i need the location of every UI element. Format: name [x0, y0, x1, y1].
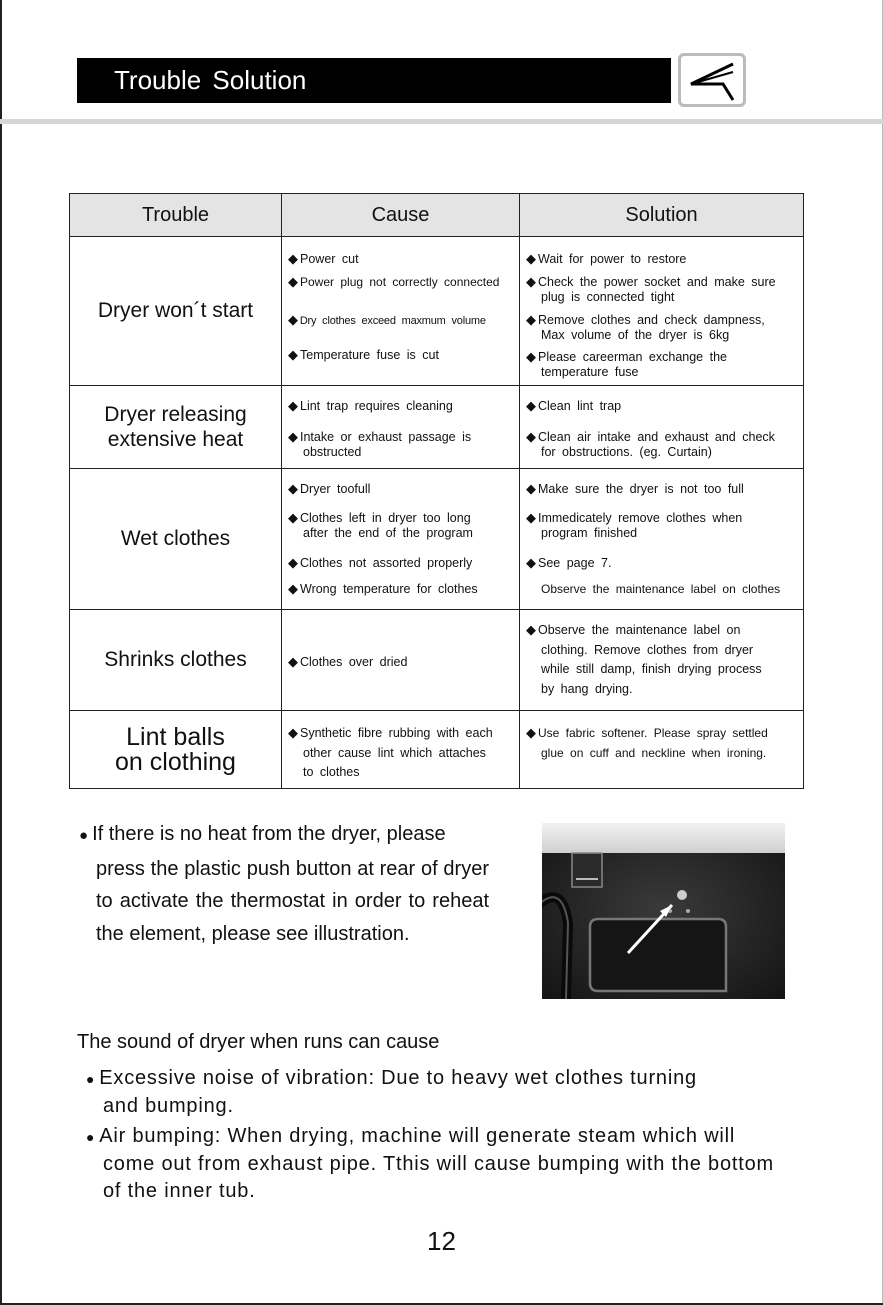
table-row	[70, 711, 804, 789]
trouble-label: extensive heat	[107, 428, 244, 451]
list-item: ◆ Temperature fuse is cut	[288, 347, 439, 362]
cause-cell	[282, 469, 520, 610]
diamond-bullet-icon: ◆	[288, 581, 298, 596]
list-item: ◆ Check the power socket and make sure plug is connected tight	[526, 274, 776, 304]
list-item: ◆ Wrong temperature for clothes	[288, 581, 478, 596]
diamond-bullet-icon: ◆	[526, 725, 536, 740]
list-item: ◆ Power plug not correctly connected	[288, 274, 500, 289]
list-item: ◆ Please careerman exchange the temperature fuse	[526, 349, 727, 379]
diamond-bullet-icon: ◆	[288, 510, 298, 525]
trouble-label: Shrinks clothes	[104, 648, 247, 672]
diamond-bullet-icon: ◆	[288, 429, 298, 444]
trouble-label: Dryer releasing	[104, 402, 247, 426]
list-item: Observe the maintenance label on clothes	[541, 582, 781, 596]
list-item: ◆ Clothes not assorted properly	[288, 555, 473, 570]
diamond-bullet-icon: ◆	[288, 398, 298, 413]
diamond-bullet-icon: ◆	[526, 349, 536, 364]
trouble-table	[69, 193, 804, 789]
list-item: ◆ Clothes left in dryer too long after the end of the program	[288, 510, 473, 540]
diamond-bullet-icon: ◆	[526, 510, 536, 525]
diamond-bullet-icon: ◆	[288, 251, 298, 266]
list-item: ◆ Dry clothes exceed maxmum volume	[288, 312, 486, 327]
sound-heading: The sound of dryer when runs can cause	[77, 1031, 440, 1053]
list-item: ◆ See page 7.	[526, 555, 612, 570]
table-row	[70, 469, 804, 610]
diamond-bullet-icon: ◆	[288, 274, 298, 289]
solution-cell	[520, 711, 804, 789]
back-button[interactable]	[678, 53, 746, 107]
page-number: 12	[427, 1226, 456, 1256]
list-item: ◆ Remove clothes and check dampness, Max volume of the dryer is 6kg	[526, 312, 765, 342]
cause-cell	[282, 386, 520, 469]
bullet-icon: ●	[86, 1071, 96, 1087]
cause-cell	[282, 237, 520, 386]
thermostat-illustration	[542, 823, 785, 999]
trouble-cell	[70, 386, 282, 469]
page-title: Trouble Solution	[77, 58, 671, 103]
trouble-label: on clothing	[115, 747, 236, 776]
diamond-bullet-icon: ◆	[526, 274, 536, 289]
back-arrow-icon	[687, 60, 739, 102]
list-item: ◆ Intake or exhaust passage is obstructed	[288, 429, 472, 459]
trouble-cell	[70, 711, 282, 789]
diamond-bullet-icon: ◆	[526, 251, 536, 266]
diamond-bullet-icon: ◆	[288, 725, 298, 740]
diamond-bullet-icon: ◆	[288, 312, 298, 327]
column-header-cause: Cause	[282, 194, 520, 237]
solution-cell	[520, 610, 804, 711]
diamond-bullet-icon: ◆	[526, 312, 536, 327]
list-item: ◆ Dryer toofull	[288, 481, 371, 496]
bullet-icon: ●	[79, 827, 89, 844]
cause-cell	[282, 711, 520, 789]
page-left-edge	[0, 0, 2, 1305]
trouble-cell	[70, 237, 282, 386]
table-row	[70, 610, 804, 711]
header-rule	[0, 119, 883, 124]
thermostat-note: ● If there is no heat from the dryer, please press the plastic push button at rear of dryer to activate the thermostat in order to reheat the element, please see illustration.	[79, 823, 489, 945]
list-item: ◆ Wait for power to restore	[526, 251, 687, 266]
bullet-icon: ●	[86, 1129, 96, 1145]
diamond-bullet-icon: ◆	[526, 429, 536, 444]
list-item: ● Air bumping: When drying, machine will generate steam which will come out from exhaust pipe. Tthis will cause bumping with the bottom of the inner tub.	[86, 1125, 775, 1202]
column-header-solution: Solution	[520, 194, 804, 237]
list-item: ◆ Immedicately remove clothes when program finished	[526, 510, 743, 540]
list-item: ◆ Synthetic fibre rubbing with each other cause lint which attaches to clothes	[288, 725, 493, 779]
trouble-label: Wet clothes	[120, 527, 231, 551]
solution-cell	[520, 237, 804, 386]
trouble-cell	[70, 469, 282, 610]
table-row	[70, 386, 804, 469]
list-item: ◆ Clothes over dried	[288, 654, 408, 669]
table-row	[70, 237, 804, 386]
diamond-bullet-icon: ◆	[288, 555, 298, 570]
diamond-bullet-icon: ◆	[526, 555, 536, 570]
diamond-bullet-icon: ◆	[288, 347, 298, 362]
list-item: ◆ Make sure the dryer is not too full	[526, 481, 744, 496]
trouble-label: Dryer won´t start	[97, 299, 254, 323]
list-item: ◆ Lint trap requires cleaning	[288, 398, 453, 413]
trouble-label: Lint balls	[126, 722, 225, 751]
diamond-bullet-icon: ◆	[526, 622, 536, 637]
list-item: ◆ Clean air intake and exhaust and check for obstructions. (eg. Curtain)	[526, 429, 775, 459]
table-header-row	[70, 194, 804, 237]
diamond-bullet-icon: ◆	[288, 654, 298, 669]
list-item: ◆ Use fabric softener. Please spray settled glue on cuff and neckline when ironing.	[526, 725, 768, 760]
diamond-bullet-icon: ◆	[526, 481, 536, 496]
cause-cell	[282, 610, 520, 711]
trouble-cell	[70, 610, 282, 711]
list-item: ◆ Clean lint trap	[526, 398, 622, 413]
list-item: ◆ Observe the maintenance label on clothing. Remove clothes from dryer while still damp, finish drying process by hang drying.	[526, 622, 762, 696]
list-item: ● Excessive noise of vibration: Due to heavy wet clothes turning and bumping.	[86, 1067, 697, 1117]
diamond-bullet-icon: ◆	[288, 481, 298, 496]
diamond-bullet-icon: ◆	[526, 398, 536, 413]
solution-cell	[520, 469, 804, 610]
list-item: ◆ Power cut	[288, 251, 359, 266]
column-header-trouble: Trouble	[70, 194, 282, 237]
solution-cell	[520, 386, 804, 469]
